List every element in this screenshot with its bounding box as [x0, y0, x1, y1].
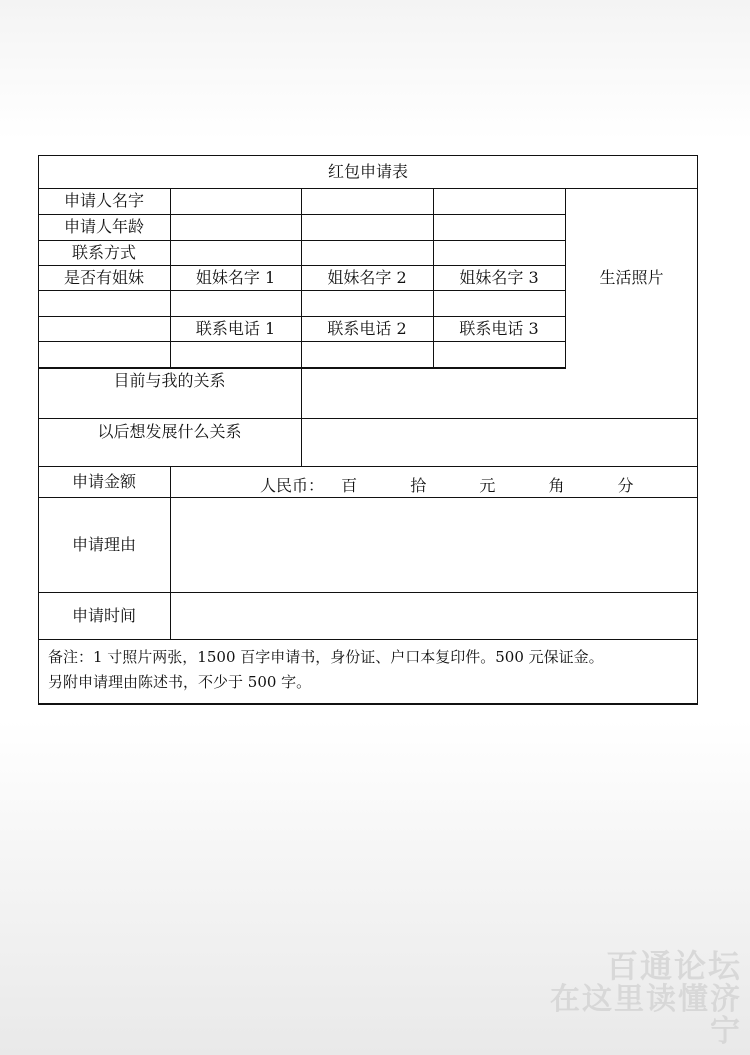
has-sister-label: 是否有姐妹 — [63, 267, 144, 287]
unit-yuan: 元 — [479, 476, 496, 495]
phone-2-label: 联系电话 2 — [327, 318, 407, 338]
amount-label: 申请金额 — [71, 471, 136, 491]
life-photo-label: 生活照片 — [599, 267, 664, 287]
table-border-right — [697, 155, 698, 705]
note-line-2: 另附申请理由陈述书，不少于 500 字。 — [48, 673, 312, 691]
currency-amount-line — [260, 473, 634, 496]
forum-watermark — [542, 947, 742, 1049]
phone-3-label: 联系电话 3 — [459, 318, 539, 338]
sister-name-3-label: 姐妹名字 3 — [459, 267, 539, 287]
unit-fen: 分 — [617, 476, 634, 495]
lower-section-divider — [170, 466, 171, 640]
future-relationship-label: 以后想发展什么关系 — [97, 421, 242, 441]
unit-jiao: 角 — [548, 476, 565, 495]
unit-bai: 百 — [341, 476, 358, 495]
row-divider — [38, 290, 566, 291]
application-reason-label: 申请理由 — [71, 534, 136, 554]
applicant-name-label: 申请人名字 — [63, 191, 144, 211]
sister-name-2-label: 姐妹名字 2 — [327, 267, 407, 287]
current-relationship-label: 目前与我的关系 — [113, 370, 226, 390]
currency-prefix: 人民币： — [260, 476, 325, 495]
time-bottom-border — [38, 639, 698, 640]
unit-shi: 拾 — [410, 476, 427, 495]
row-divider — [38, 341, 566, 342]
application-time-label: 申请时间 — [71, 605, 136, 625]
relationship-column-divider — [301, 367, 302, 467]
table-border-bottom — [38, 703, 698, 705]
form-notes — [48, 645, 693, 695]
watermark-line-1: 百通论坛 — [605, 947, 742, 986]
sister-name-1-label: 姐妹名字 1 — [195, 267, 276, 287]
contact-label: 联系方式 — [71, 242, 136, 262]
watermark-line-2: 在这里读懂济宁 — [550, 982, 742, 1049]
red-envelope-application-form — [38, 155, 698, 705]
phone-1-label: 联系电话 1 — [195, 318, 276, 338]
applicant-age-label: 申请人年龄 — [63, 217, 144, 237]
note-line-1: 备注：1 寸照片两张，1500 百字申请书，身份证、户口本复印件。500 元保证金。 — [48, 648, 604, 666]
form-title: 红包申请表 — [327, 161, 408, 181]
